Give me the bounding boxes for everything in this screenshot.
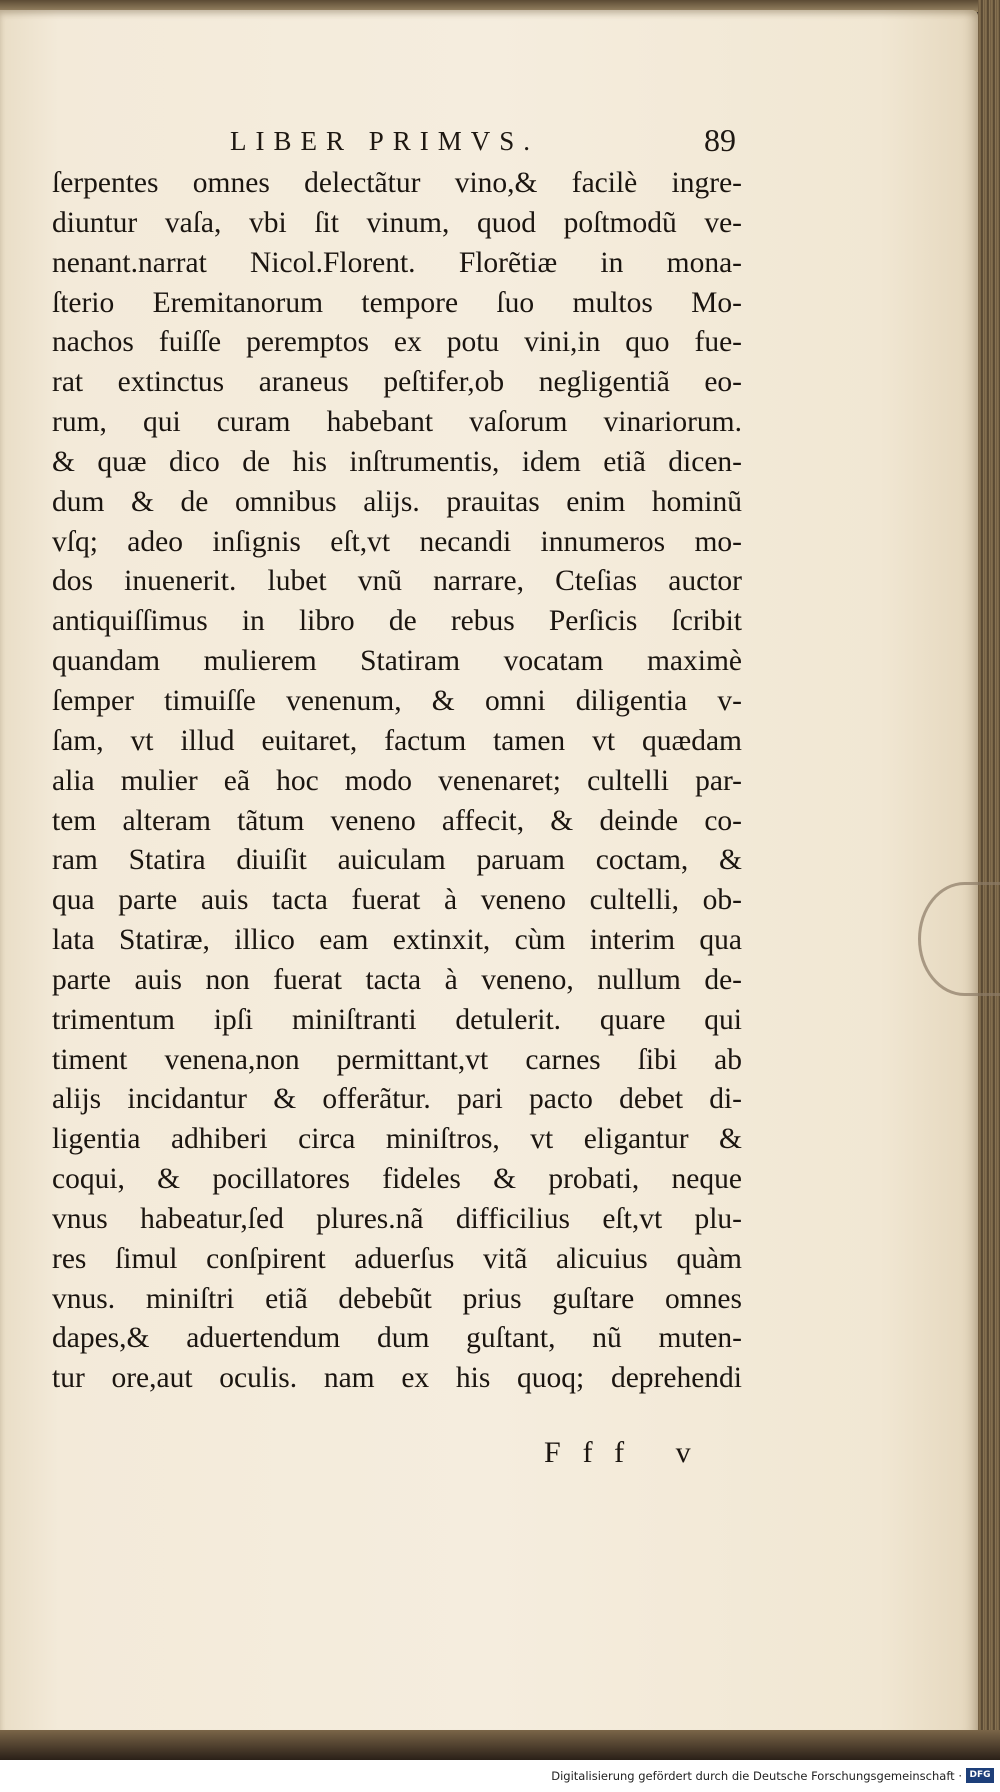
text-line: quandam mulierem Statiram vocatam maximè xyxy=(52,645,742,678)
page-clip xyxy=(918,882,1000,996)
text-line: & quæ dico de his inſtrumentis, idem etiã dicen- xyxy=(52,445,742,478)
signature-mark: Fff v xyxy=(544,1436,713,1469)
text-line: qua parte auis tacta fuerat à veneno cultelli, ob- xyxy=(52,884,742,917)
text-line: diuntur vaſa, vbi ſit vinum, quod poſtmodũ ve- xyxy=(52,206,742,239)
page-stack-edge xyxy=(978,0,1000,1760)
dfg-logo: DFG xyxy=(966,1768,994,1783)
text-line: vnus. miniſtri etiã debebũt prius guſtare omnes xyxy=(52,1282,742,1315)
text-line: ligentia adhiberi circa miniſtros, vt eligantur & xyxy=(52,1123,742,1156)
page-bottom-edge xyxy=(0,1730,1000,1760)
text-line: dum & de omnibus alijs. prauitas enim hominũ xyxy=(52,485,742,518)
text-line: coqui, & pocillatores fideles & probati, neque xyxy=(52,1163,742,1196)
book-page xyxy=(0,10,978,1740)
body-text xyxy=(52,164,742,1399)
text-line: ſemper timuiſſe venenum, & omni diligentia v- xyxy=(52,684,742,717)
text-line: ſerpentes omnes delectãtur vino,& facilè ingre- xyxy=(52,167,742,199)
text-line: lata Statiræ, illico eam extinxit, cùm interim qua xyxy=(52,924,742,957)
text-line: nenant.narrat Nicol.Florent. Florẽtiæ in mona- xyxy=(52,246,742,279)
text-line: res ſimul conſpirent aduerſus vitã alicuius quàm xyxy=(52,1242,742,1275)
text-line: ſam, vt illud euitaret, factum tamen vt quædam xyxy=(52,724,742,757)
text-line: dos inuenerit. lubet vnũ narrare, Cteſias auctor xyxy=(52,565,742,598)
text-line: alia mulier eã hoc modo venenaret; cultelli par- xyxy=(52,764,742,797)
text-line: tem alteram tãtum veneno affecit, & deinde co- xyxy=(52,804,742,837)
text-line: vnus habeatur,ſed plures.nã difficilius eſt,vt plu- xyxy=(52,1202,742,1235)
text-line: rum, qui curam habebant vaſorum vinariorum. xyxy=(52,406,742,439)
text-line: vſq; adeo inſignis eſt,vt necandi innumeros mo- xyxy=(52,525,742,558)
page-header xyxy=(56,122,736,166)
running-title: LIBER PRIMVS. xyxy=(230,126,540,156)
text-line: trimentum ipſi miniſtranti detulerit. quare qui xyxy=(52,1003,742,1036)
text-line: antiquiſſimus in libro de rebus Perſicis ſcribit xyxy=(52,605,742,638)
text-line: alijs incidantur & offerãtur. pari pacto debet di- xyxy=(52,1083,742,1116)
text-line: nachos fuiſſe peremptos ex potu vini,in quo fue- xyxy=(52,326,742,359)
text-line: parte auis non fuerat tacta à veneno, nullum de- xyxy=(52,963,742,996)
text-line: ſterio Eremitanorum tempore ſuo multos Mo- xyxy=(52,286,742,319)
text-line: dapes,& aduertendum dum guſtant, nũ muten- xyxy=(52,1322,742,1355)
text-line: ram Statira diuiſit auiculam paruam coctam, & xyxy=(52,844,742,877)
footer-bar xyxy=(0,1760,1000,1792)
text-line: rat extinctus araneus peſtifer,ob negligentiã eo- xyxy=(52,366,742,399)
text-line: timent venena,non permittant,vt carnes ſibi ab xyxy=(52,1043,742,1076)
funding-credit: Digitalisierung gefördert durch die Deutsche Forschungsgemeinschaft · xyxy=(551,1769,962,1783)
page-number: 89 xyxy=(704,122,736,158)
text-line: tur ore,aut oculis. nam ex his quoq; deprehendi xyxy=(52,1362,742,1395)
